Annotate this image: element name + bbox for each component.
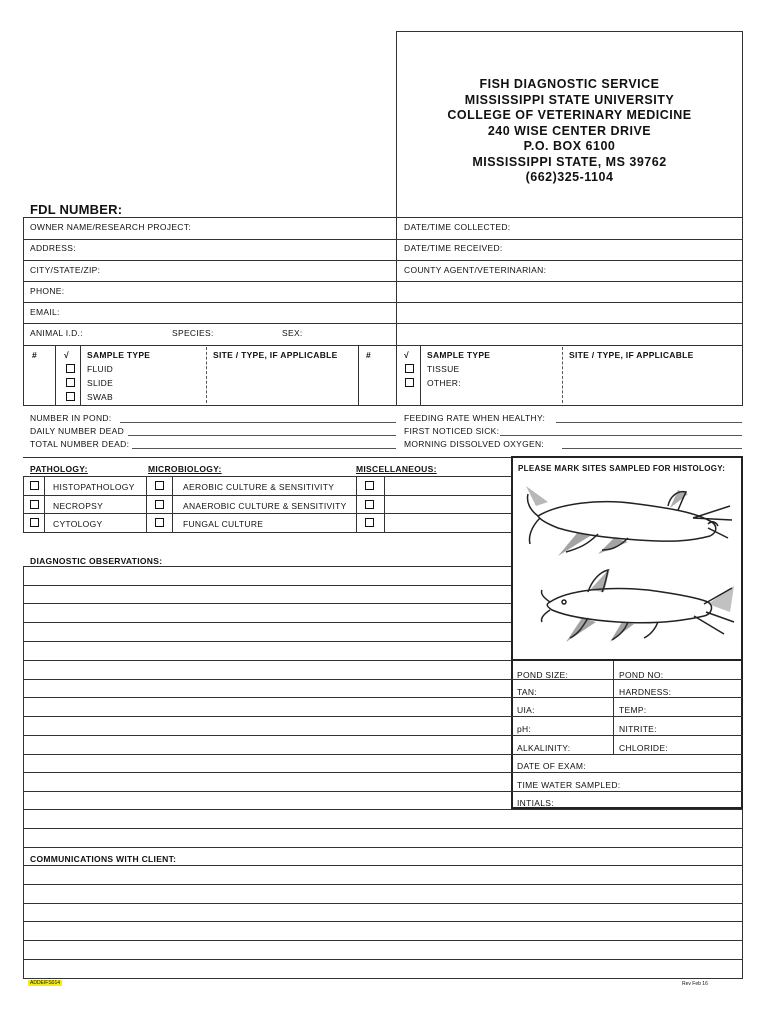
county-agent-field[interactable]: COUNTY AGENT/VETERINARIAN:: [404, 265, 547, 275]
slide-label: SLIDE: [87, 378, 114, 388]
temp-field[interactable]: TEMP:: [619, 705, 647, 715]
fdl-number-label: FDL NUMBER:: [30, 202, 123, 217]
other-checkbox[interactable]: [405, 378, 414, 387]
revision-label: Rev Feb 16: [682, 981, 708, 987]
number-in-pond-field[interactable]: NUMBER IN POND:: [30, 413, 112, 423]
necropsy-checkbox[interactable]: [30, 500, 39, 509]
date-received-field[interactable]: DATE/TIME RECEIVED:: [404, 243, 503, 253]
header-line: 240 WISE CENTER DRIVE: [487, 123, 652, 138]
necropsy-label: NECROPSY: [53, 501, 104, 511]
tan-field[interactable]: TAN:: [517, 687, 537, 697]
sex-field[interactable]: SEX:: [282, 328, 303, 338]
header-line: COLLEGE OF VETERINARY MEDICINE: [447, 108, 692, 122]
lab-address-block: [396, 77, 743, 186]
first-noticed-sick-field[interactable]: FIRST NOTICED SICK:: [404, 426, 500, 436]
pond-no-field[interactable]: POND NO:: [619, 670, 664, 680]
animal-id-field[interactable]: ANIMAL I.D.:: [30, 328, 83, 338]
date-collected-field[interactable]: DATE/TIME COLLECTED:: [404, 222, 511, 232]
cytology-checkbox[interactable]: [30, 518, 39, 527]
hardness-field[interactable]: HARDNESS:: [619, 687, 672, 697]
fungal-culture-label: FUNGAL CULTURE: [183, 519, 264, 529]
sample-type-header: SAMPLE TYPE: [427, 350, 491, 360]
owner-name-field[interactable]: OWNER NAME/RESEARCH PROJECT:: [30, 222, 191, 232]
aerobic-culture-checkbox[interactable]: [155, 481, 164, 490]
time-water-sampled-field[interactable]: TIME WATER SAMPLED:: [517, 780, 621, 790]
daily-number-dead-field[interactable]: DAILY NUMBER DEAD: [30, 426, 125, 436]
sample-check-header: √: [64, 350, 69, 360]
lower-catfish-illustration: [541, 570, 734, 640]
communications-label: COMMUNICATIONS WITH CLIENT:: [30, 854, 177, 864]
header-line: FISH DIAGNOSTIC SERVICE: [479, 77, 660, 91]
misc-checkbox[interactable]: [365, 518, 374, 527]
misc-checkbox[interactable]: [365, 481, 374, 490]
fluid-checkbox[interactable]: [66, 364, 75, 373]
histology-header: PLEASE MARK SITES SAMPLED FOR HISTOLOGY:: [518, 464, 726, 473]
chloride-field[interactable]: CHLORIDE:: [619, 743, 668, 753]
form-code-label: ADDEIFS014: [30, 980, 61, 986]
anaerobic-culture-label: ANAEROBIC CULTURE & SENSITIVITY: [183, 501, 347, 511]
sample-site-header: SITE / TYPE, IF APPLICABLE: [213, 350, 338, 360]
uia-field[interactable]: UIA:: [517, 705, 535, 715]
histopathology-checkbox[interactable]: [30, 481, 39, 490]
nitrite-field[interactable]: NITRITE:: [619, 724, 657, 734]
sample-num-header: #: [366, 350, 372, 360]
swab-label: SWAB: [87, 392, 113, 402]
city-state-zip-field[interactable]: CITY/STATE/ZIP:: [30, 265, 101, 275]
fungal-culture-checkbox[interactable]: [155, 518, 164, 527]
date-of-exam-field[interactable]: DATE OF EXAM:: [517, 761, 586, 771]
anaerobic-culture-checkbox[interactable]: [155, 500, 164, 509]
fluid-label: FLUID: [87, 364, 114, 374]
catfish-diagram[interactable]: [518, 484, 740, 660]
email-field[interactable]: EMAIL:: [30, 307, 60, 317]
header-line: MISSISSIPPI STATE UNIVERSITY: [464, 92, 675, 107]
sample-num-header: #: [32, 350, 38, 360]
header-line: P.O. BOX 6100: [523, 139, 616, 153]
cytology-label: CYTOLOGY: [53, 519, 103, 529]
diagnostic-observations-label: DIAGNOSTIC OBSERVATIONS:: [30, 556, 163, 566]
header-line: MISSISSIPPI STATE, MS 39762: [472, 154, 667, 169]
lower-fins-hatching: [566, 568, 734, 642]
tissue-checkbox[interactable]: [405, 364, 414, 373]
sample-type-header: SAMPLE TYPE: [87, 350, 151, 360]
upper-catfish-illustration: [527, 492, 732, 552]
miscellaneous-header: MISCELLANEOUS:: [356, 464, 437, 474]
species-field[interactable]: SPECIES:: [172, 328, 214, 338]
sample-check-header: √: [404, 350, 409, 360]
total-number-dead-field[interactable]: TOTAL NUMBER DEAD:: [30, 439, 130, 449]
tissue-label: TISSUE: [427, 364, 460, 374]
dissolved-oxygen-field[interactable]: MORNING DISSOLVED OXYGEN:: [404, 439, 545, 449]
aerobic-culture-label: AEROBIC CULTURE & SENSITIVITY: [183, 482, 335, 492]
initials-field[interactable]: INTIALS:: [517, 798, 554, 808]
pathology-header: PATHOLOGY:: [30, 464, 88, 474]
other-label: OTHER:: [427, 378, 461, 388]
address-field[interactable]: ADDRESS:: [30, 243, 76, 253]
feeding-rate-field[interactable]: FEEDING RATE WHEN HEALTHY:: [404, 413, 546, 423]
histopathology-label: HISTOPATHOLOGY: [53, 482, 135, 492]
pond-size-field[interactable]: POND SIZE:: [517, 670, 569, 680]
swab-checkbox[interactable]: [66, 392, 75, 401]
alkalinity-field[interactable]: ALKALINITY:: [517, 743, 571, 753]
sample-site-header: SITE / TYPE, IF APPLICABLE: [569, 350, 694, 360]
phone-field[interactable]: PHONE:: [30, 286, 65, 296]
upper-fins-hatching: [526, 486, 688, 556]
misc-checkbox[interactable]: [365, 500, 374, 509]
header-line: (662)325-1104: [525, 170, 614, 184]
slide-checkbox[interactable]: [66, 378, 75, 387]
microbiology-header: MICROBIOLOGY:: [148, 464, 222, 474]
ph-field[interactable]: pH:: [517, 724, 532, 734]
